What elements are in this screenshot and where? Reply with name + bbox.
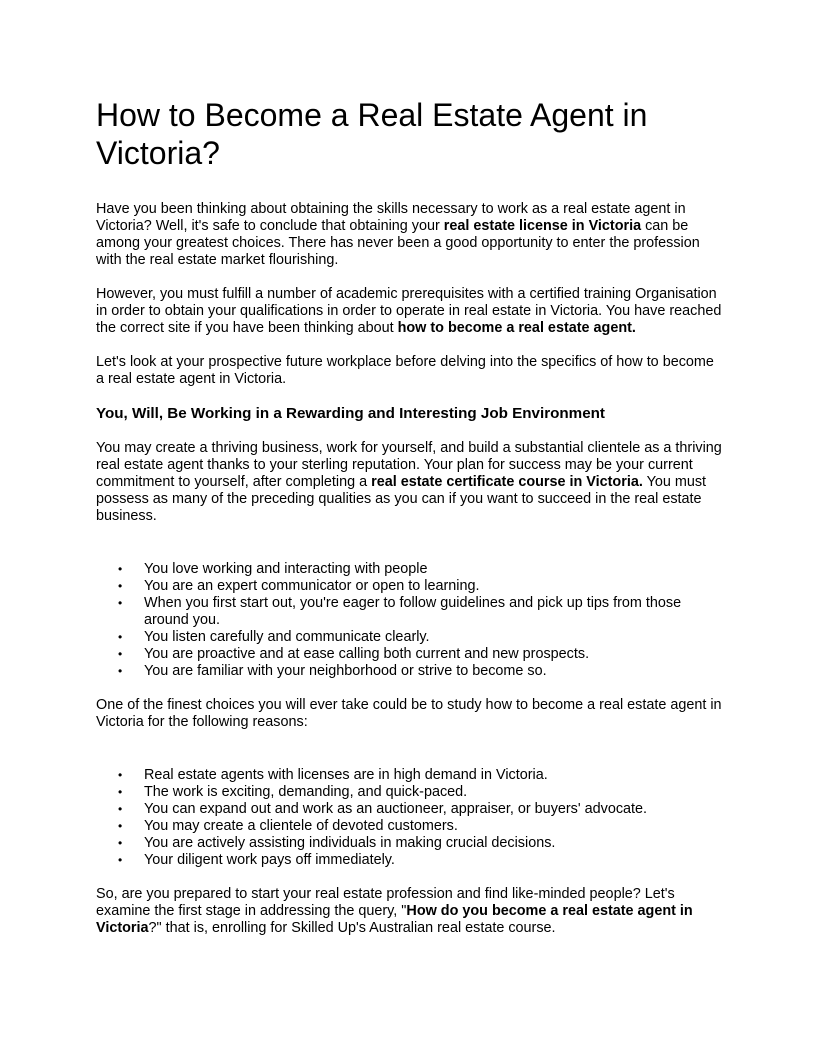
list-item xyxy=(96,801,722,818)
bullet-icon: • xyxy=(118,802,123,816)
paragraph-conclusion-bold: How do you become a real estate agent in Victoria xyxy=(96,903,693,936)
bullet-icon: • xyxy=(118,647,123,661)
paragraph-reasons: One of the finest choices you will ever take could be to study how to become a real estate agent in Victoria for the following reasons: xyxy=(96,697,722,730)
bullet-icon: • xyxy=(118,819,123,833)
bullet-icon: • xyxy=(118,630,123,644)
paragraph-business-text-1: You may create a thriving business, work for yourself, and build a substantial clientele as a thriving real estate agent thanks to your sterling reputation. Your plan for success may be your current commitment to yourself, after completing a xyxy=(96,440,722,490)
paragraph-business-bold: real estate certificate course in Victoria. xyxy=(371,474,643,490)
paragraph-prerequisites-bold: how to become a real estate agent. xyxy=(397,320,636,336)
paragraph-workplace: Let's look at your prospective future workplace before delving into the specifics of how to become a real estate agent in Victoria. xyxy=(96,354,714,387)
paragraph-conclusion-text-2: ?" that is, enrolling for Skilled Up's Australian real estate course. xyxy=(148,920,556,936)
paragraph-conclusion xyxy=(96,886,722,937)
list-item-text: The work is exciting, demanding, and quick-paced. xyxy=(144,784,468,800)
list-item xyxy=(96,578,722,595)
bullet-icon: • xyxy=(118,853,123,867)
paragraph-business-text-2: You must possess as many of the preceding qualities as you can if you want to succeed in the real estate business. xyxy=(96,474,707,524)
list-item xyxy=(96,784,722,801)
list-item-text: You can expand out and work as an auctioneer, appraiser, or buyers' advocate. xyxy=(144,801,648,817)
bullet-icon: • xyxy=(118,562,123,576)
list-item xyxy=(96,852,722,869)
paragraph-intro-text-2: can be among your greatest choices. There has never been a good opportunity to enter the profession with the real estate market flourishing. xyxy=(96,218,700,268)
list-item-text: You are familiar with your neighborhood or strive to become so. xyxy=(144,663,547,679)
qualities-list xyxy=(96,561,722,680)
paragraph-prerequisites-text: However, you must fulfill a number of academic prerequisites with a certified training Organisation in order to obtain your qualifications in order to operate in real estate in Victoria. You have reached the correct site if you have been thinking about xyxy=(96,286,722,336)
bullet-icon: • xyxy=(118,836,123,850)
section-heading: You, Will, Be Working in a Rewarding and Interesting Job Environment xyxy=(96,405,605,422)
list-item xyxy=(96,818,722,835)
list-item-text: When you first start out, you're eager to follow guidelines and pick up tips from those around you. xyxy=(144,595,682,628)
paragraph-prerequisites xyxy=(96,286,722,337)
list-item xyxy=(96,629,722,646)
document-title: How to Become a Real Estate Agent in Victoria? xyxy=(96,97,648,171)
bullet-icon: • xyxy=(118,785,123,799)
bullet-icon: • xyxy=(118,768,123,782)
bullet-icon: • xyxy=(118,596,123,610)
bullet-icon: • xyxy=(118,664,123,678)
list-item xyxy=(96,663,722,680)
list-item xyxy=(96,835,722,852)
list-item-text: You are an expert communicator or open to learning. xyxy=(144,578,480,594)
paragraph-intro-bold: real estate license in Victoria xyxy=(443,218,642,234)
paragraph-intro-text-1: Have you been thinking about obtaining the skills necessary to work as a real estate agent in Victoria? Well, it's safe to conclude that obtaining your xyxy=(96,201,686,234)
reasons-list xyxy=(96,767,722,869)
list-item xyxy=(96,561,722,578)
list-item-text: You are proactive and at ease calling both current and new prospects. xyxy=(144,646,590,662)
list-item-text: Your diligent work pays off immediately. xyxy=(144,852,395,868)
paragraph-conclusion-text-1: So, are you prepared to start your real estate profession and find like-minded people? Let's examine the first stage in addressing the query, " xyxy=(96,886,675,919)
document-page xyxy=(96,96,722,954)
list-item xyxy=(96,595,722,629)
paragraph-business xyxy=(96,440,722,525)
list-item-text: You love working and interacting with people xyxy=(144,561,428,577)
paragraph-intro xyxy=(96,201,722,269)
list-item-text: Real estate agents with licenses are in high demand in Victoria. xyxy=(144,767,548,783)
list-item-text: You may create a clientele of devoted customers. xyxy=(144,818,458,834)
bullet-icon: • xyxy=(118,579,123,593)
list-item-text: You listen carefully and communicate clearly. xyxy=(144,629,430,645)
list-item xyxy=(96,767,722,784)
list-item-text: You are actively assisting individuals in making crucial decisions. xyxy=(144,835,556,851)
list-item xyxy=(96,646,722,663)
